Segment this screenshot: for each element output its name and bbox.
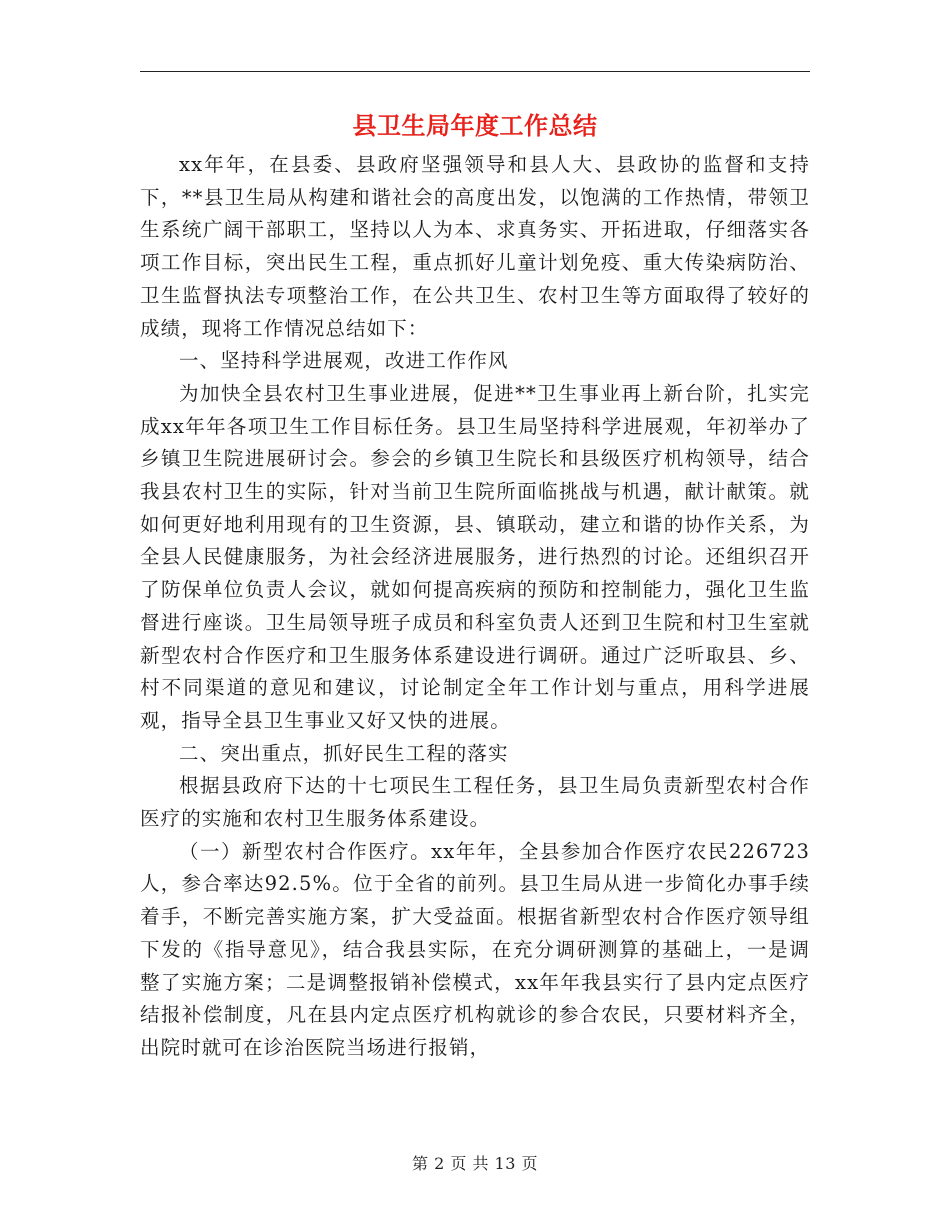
section-heading-2: 二、突出重点，抓好民生工程的落实 — [179, 741, 509, 765]
section-heading-1: 一、坚持科学进展观，改进工作作风 — [179, 349, 509, 373]
document-title: 县卫生局年度工作总结 — [352, 111, 598, 140]
paragraph-subsection-1: （一）新型农村合作医疗。xx年年，全县参加合作医疗农民226723人，参合率达92.5%。位于全省的前列。县卫生局从进一步简化办事手续着手，不断完善实施方案，扩大受益面。根据省新型农村合作医疗领导组下发的《指导意见》，结合我县实际，在充分调研测算的基础上，一是调整了实施方案；二是调整报销补偿模式，xx年年我县实行了县内定点医疗结报补偿制度，凡在县内定点医疗机构就诊的参合农民，只要材料齐全，出院时就可在诊治医院当场进行报销， — [140, 839, 810, 1059]
paragraph-intro: xx年年，在县委、县政府坚强领导和县人大、县政协的监督和支持下，**县卫生局从构建和谐社会的高度出发，以饱满的工作热情，带领卫生系统广阔干部职工，坚持以人为本、求真务实、开拓进取，仔细落实各项工作目标，突出民生工程，重点抓好儿童计划免疫、重大传染病防治、卫生监督执法专项整治工作，在公共卫生、农村卫生等方面取得了较好的成绩，现将工作情况总结如下： — [140, 153, 810, 340]
header-rule — [140, 71, 810, 72]
page-number: 第 2 页 共 13 页 — [412, 1154, 538, 1173]
paragraph-section-1: 为加快全县农村卫生事业进展，促进**卫生事业再上新台阶，扎实完成xx年年各项卫生工作目标任务。县卫生局坚持科学进展观，年初举办了乡镇卫生院进展研讨会。参会的乡镇卫生院长和县级医疗机构领导，结合我县农村卫生的实际，针对当前卫生院所面临挑战与机遇，献计献策。就如何更好地利用现有的卫生资源，县、镇联动，建立和谐的协作关系，为全县人民健康服务，为社会经济进展服务，进行热烈的讨论。还组织召开了防保单位负责人会议，就如何提高疾病的预防和控制能力，强化卫生监督进行座谈。卫生局领导班子成员和科室负责人还到卫生院和村卫生室就新型农村合作医疗和卫生服务体系建设进行调研。通过广泛听取县、乡、村不同渠道的意见和建议，讨论制定全年工作计划与重点，用科学进展观，指导全县卫生事业又好又快的进展。 — [140, 381, 810, 732]
paragraph-section-2: 根据县政府下达的十七项民生工程任务，县卫生局负责新型农村合作医疗的实施和农村卫生服务体系建设。 — [140, 774, 810, 831]
document-body — [140, 149, 810, 1065]
